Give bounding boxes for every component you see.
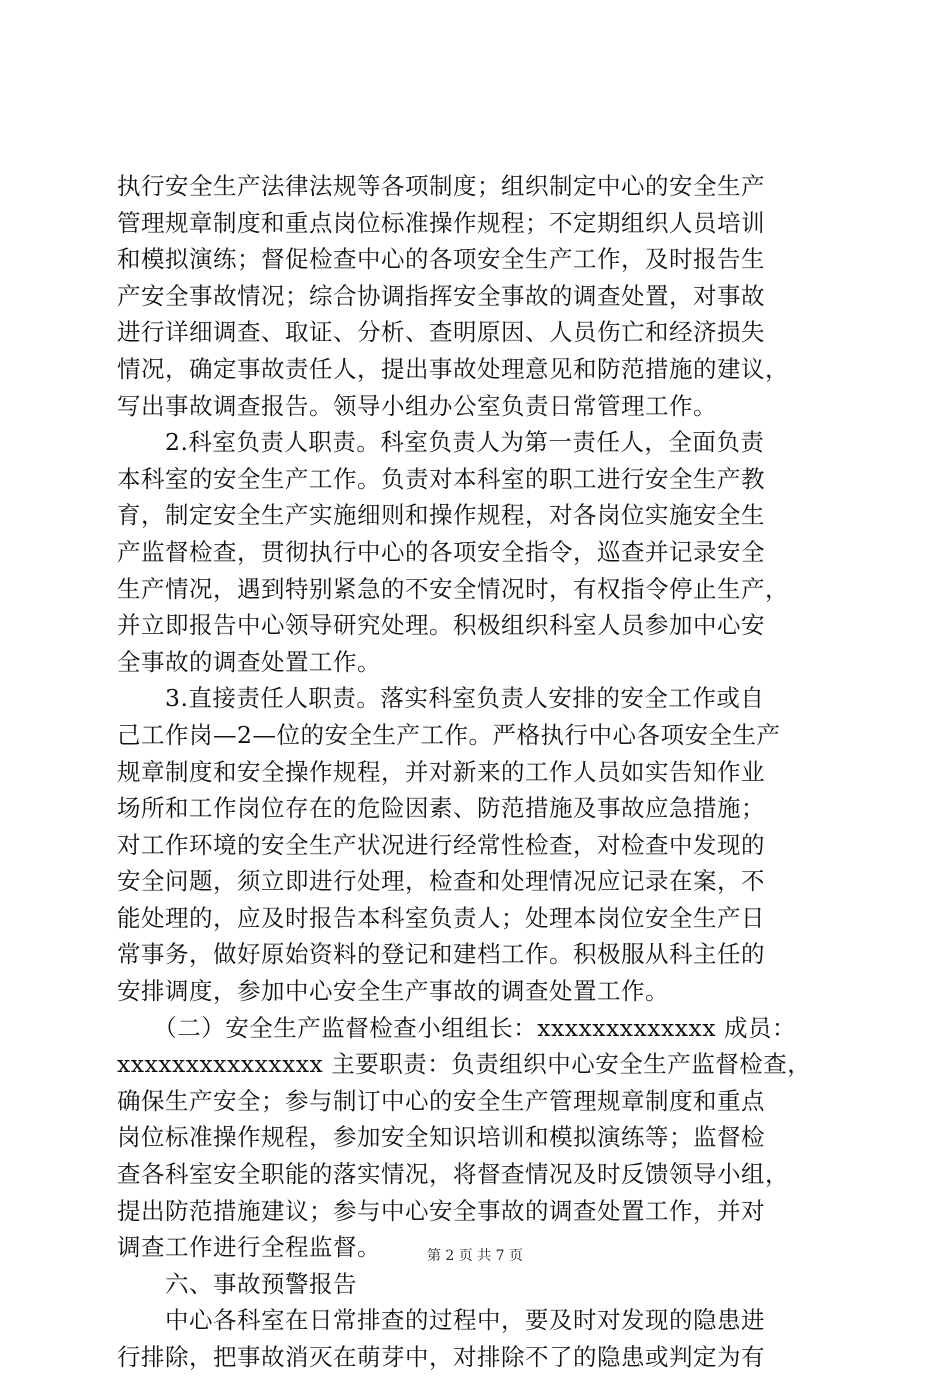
text-line: 能处理的，应及时报告本科室负责人；处理本岗位安全生产日: [117, 903, 765, 932]
text-line: 岗位标准操作规程，参加安全知识培训和模拟演练等；监督检: [117, 1123, 765, 1152]
text-line: 规章制度和安全操作规程，并对新来的工作人员如实告知作业: [117, 757, 765, 786]
text-line: 确保生产安全；参与制订中心的安全生产管理规章制度和重点: [117, 1086, 765, 1115]
text-line: 调查工作进行全程监督。: [117, 1233, 381, 1262]
text-line: 提出防范措施建议；参与中心安全事故的调查处置工作，并对: [117, 1196, 765, 1225]
text-line: 写出事故调查报告。领导小组办公室负责日常管理工作。: [117, 391, 717, 420]
text-line: 查各科室安全职能的落实情况，将督查情况及时反馈领导小组，: [117, 1160, 789, 1189]
text-line: 产安全事故情况；综合协调指挥安全事故的调查处置，对事故: [117, 281, 765, 310]
text-line: 己工作岗—2—位的安全生产工作。严格执行中心各项安全生产: [117, 720, 781, 749]
text-line: 对工作环境的安全生产状况进行经常性检查，对检查中发现的: [117, 830, 765, 859]
text-line: 2.科室负责人职责。科室负责人为第一责任人，全面负责: [117, 428, 765, 457]
page-number-footer: 第 2 页 共 7 页: [426, 1248, 524, 1264]
text-line: （二）安全生产监督检查小组组长：xxxxxxxxxxxxx 成员：: [117, 1013, 797, 1042]
text-line: 和模拟演练；督促检查中心的各项安全生产工作，及时报告生: [117, 245, 765, 274]
text-line: 管理规章制度和重点岗位标准操作规程；不定期组织人员培训: [117, 208, 765, 237]
text-line: 进行详细调查、取证、分析、查明原因、人员伤亡和经济损失: [117, 318, 765, 347]
section-heading: 六、事故预警报告: [117, 1269, 357, 1298]
text-line: 行排除，把事故消灭在萌芽中，对排除不了的隐患或判定为有: [117, 1343, 765, 1371]
text-line: 中心各科室在日常排查的过程中，要及时对发现的隐患进: [117, 1306, 765, 1335]
text-line: 情况，确定事故责任人，提出事故处理意见和防范措施的建议，: [117, 354, 789, 383]
text-line: 安全问题，须立即进行处理，检查和处理情况应记录在案，不: [117, 867, 765, 896]
text-line: 产监督检查，贯彻执行中心的各项安全指令，巡查并记录安全: [117, 537, 765, 566]
text-line: 全事故的调查处置工作。: [117, 647, 381, 676]
body-text: [117, 168, 841, 1376]
text-line: 育，制定安全生产实施细则和操作规程，对各岗位实施安全生: [117, 501, 765, 530]
text-line: 并立即报告中心领导研究处理。积极组织科室人员参加中心安: [117, 611, 765, 640]
text-line: 安排调度，参加中心安全生产事故的调查处置工作。: [117, 977, 669, 1006]
text-line: 3.直接责任人职责。落实科室负责人安排的安全工作或自: [117, 684, 765, 713]
text-line: 常事务，做好原始资料的登记和建档工作。积极服从科主任的: [117, 940, 765, 969]
text-line: 场所和工作岗位存在的危险因素、防范措施及事故应急措施；: [117, 794, 765, 823]
text-line: 本科室的安全生产工作。负责对本科室的职工进行安全生产教: [117, 464, 765, 493]
text-line: 执行安全生产法律法规等各项制度；组织制定中心的安全生产: [117, 172, 765, 200]
text-line: xxxxxxxxxxxxxxx 主要职责：负责组织中心安全生产监督检查，: [117, 1050, 812, 1079]
text-line: 生产情况，遇到特别紧急的不安全情况时，有权指令停止生产，: [117, 574, 789, 603]
